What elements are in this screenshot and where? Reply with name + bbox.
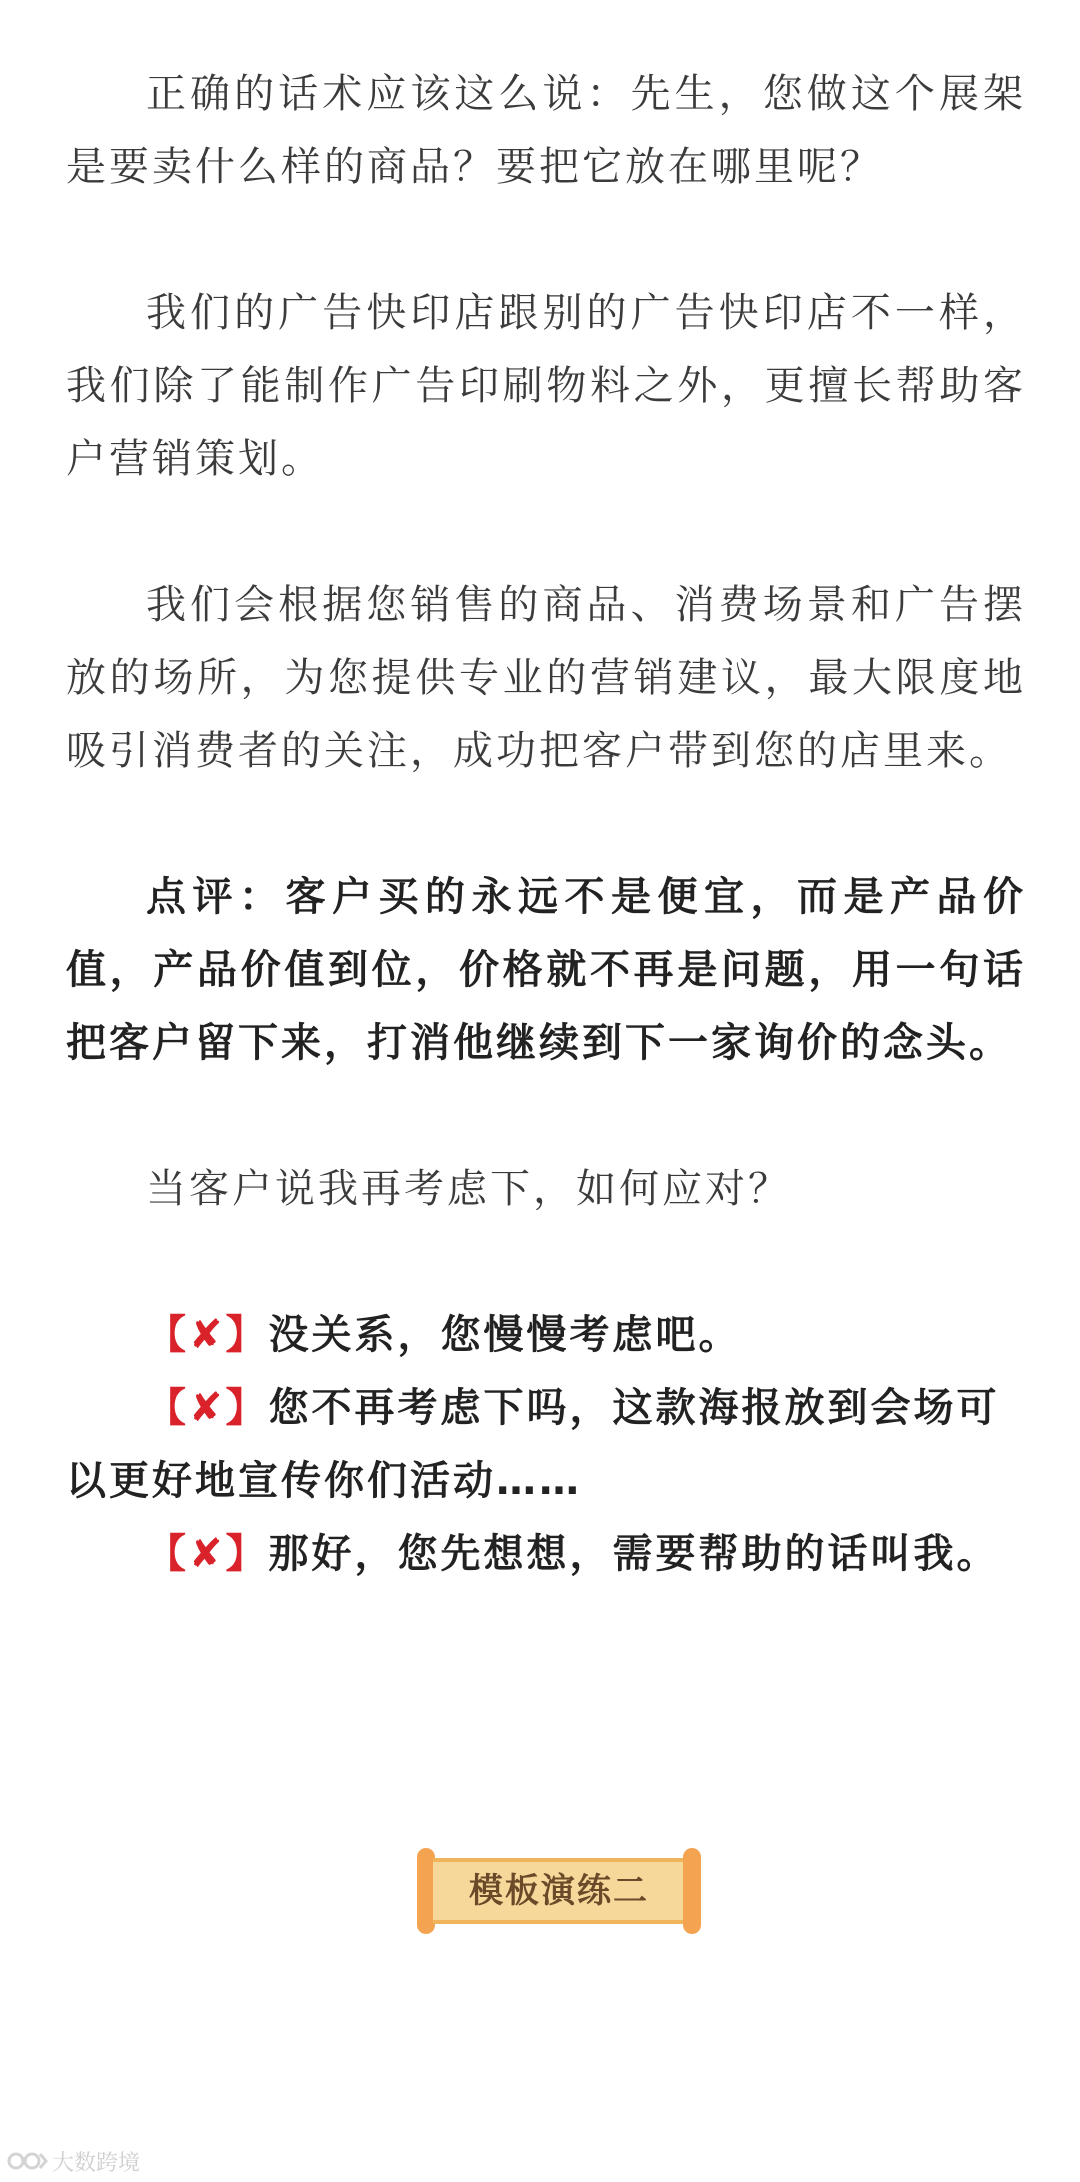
wrong-mark-icon: 【✘】	[146, 1312, 269, 1358]
wrong-answer-text: 没关系，您慢慢考虑吧。	[268, 1312, 742, 1358]
watermark	[6, 2146, 140, 2176]
paragraph-gap	[66, 1080, 1026, 1153]
paragraph-shop-difference: 我们的广告快印店跟别的广告快印店不一样，我们除了能制作广告印刷物料之外，更擅长帮助客户营销策划。	[66, 290, 1026, 482]
scroll-banner-body	[433, 1858, 685, 1924]
wrong-answer-item	[66, 1299, 1026, 1372]
wrong-mark-icon: 【✘】	[146, 1531, 269, 1577]
wrong-answer-text: 那好，您先想想，需要帮助的话叫我。	[268, 1531, 1000, 1577]
wrong-answer-item	[66, 1372, 1026, 1518]
wrong-answer-text: 您不再考虑下吗，这款海报放到会场可以更好地宣传你们活动……	[66, 1385, 1000, 1504]
scroll-roll-right	[683, 1848, 701, 1934]
section-banner	[415, 1848, 703, 1934]
paragraph-question: 当客户说我再考虑下，如何应对？	[146, 1166, 791, 1212]
paragraph-gap	[66, 204, 1026, 277]
paragraph-gap	[66, 788, 1026, 861]
article-body	[66, 58, 1026, 1591]
paragraph-marketing-advice: 我们会根据您销售的商品、消费场景和广告摆放的场所，为您提供专业的营销建议，最大限度地吸引消费者的关注，成功把客户带到您的店里来。	[66, 582, 1026, 774]
paragraph-gap	[66, 496, 1026, 569]
wrong-answer-item	[66, 1518, 1026, 1591]
section-title: 模板演练二	[469, 1871, 649, 1911]
wrong-mark-icon: 【✘】	[146, 1385, 269, 1431]
paragraph-correct-script: 正确的话术应该这么说：先生，您做这个展架是要卖什么样的商品？要把它放在哪里呢？	[66, 71, 1026, 190]
paragraph-gap	[66, 1226, 1026, 1299]
paragraph-comment: 点评：客户买的永远不是便宜，而是产品价值，产品价值到位，价格就不再是问题，用一句话把客户留下来，打消他继续到下一家询价的念头。	[66, 874, 1026, 1066]
watermark-logo-icon	[6, 2149, 48, 2173]
watermark-text: 大数跨境	[52, 2150, 141, 2176]
